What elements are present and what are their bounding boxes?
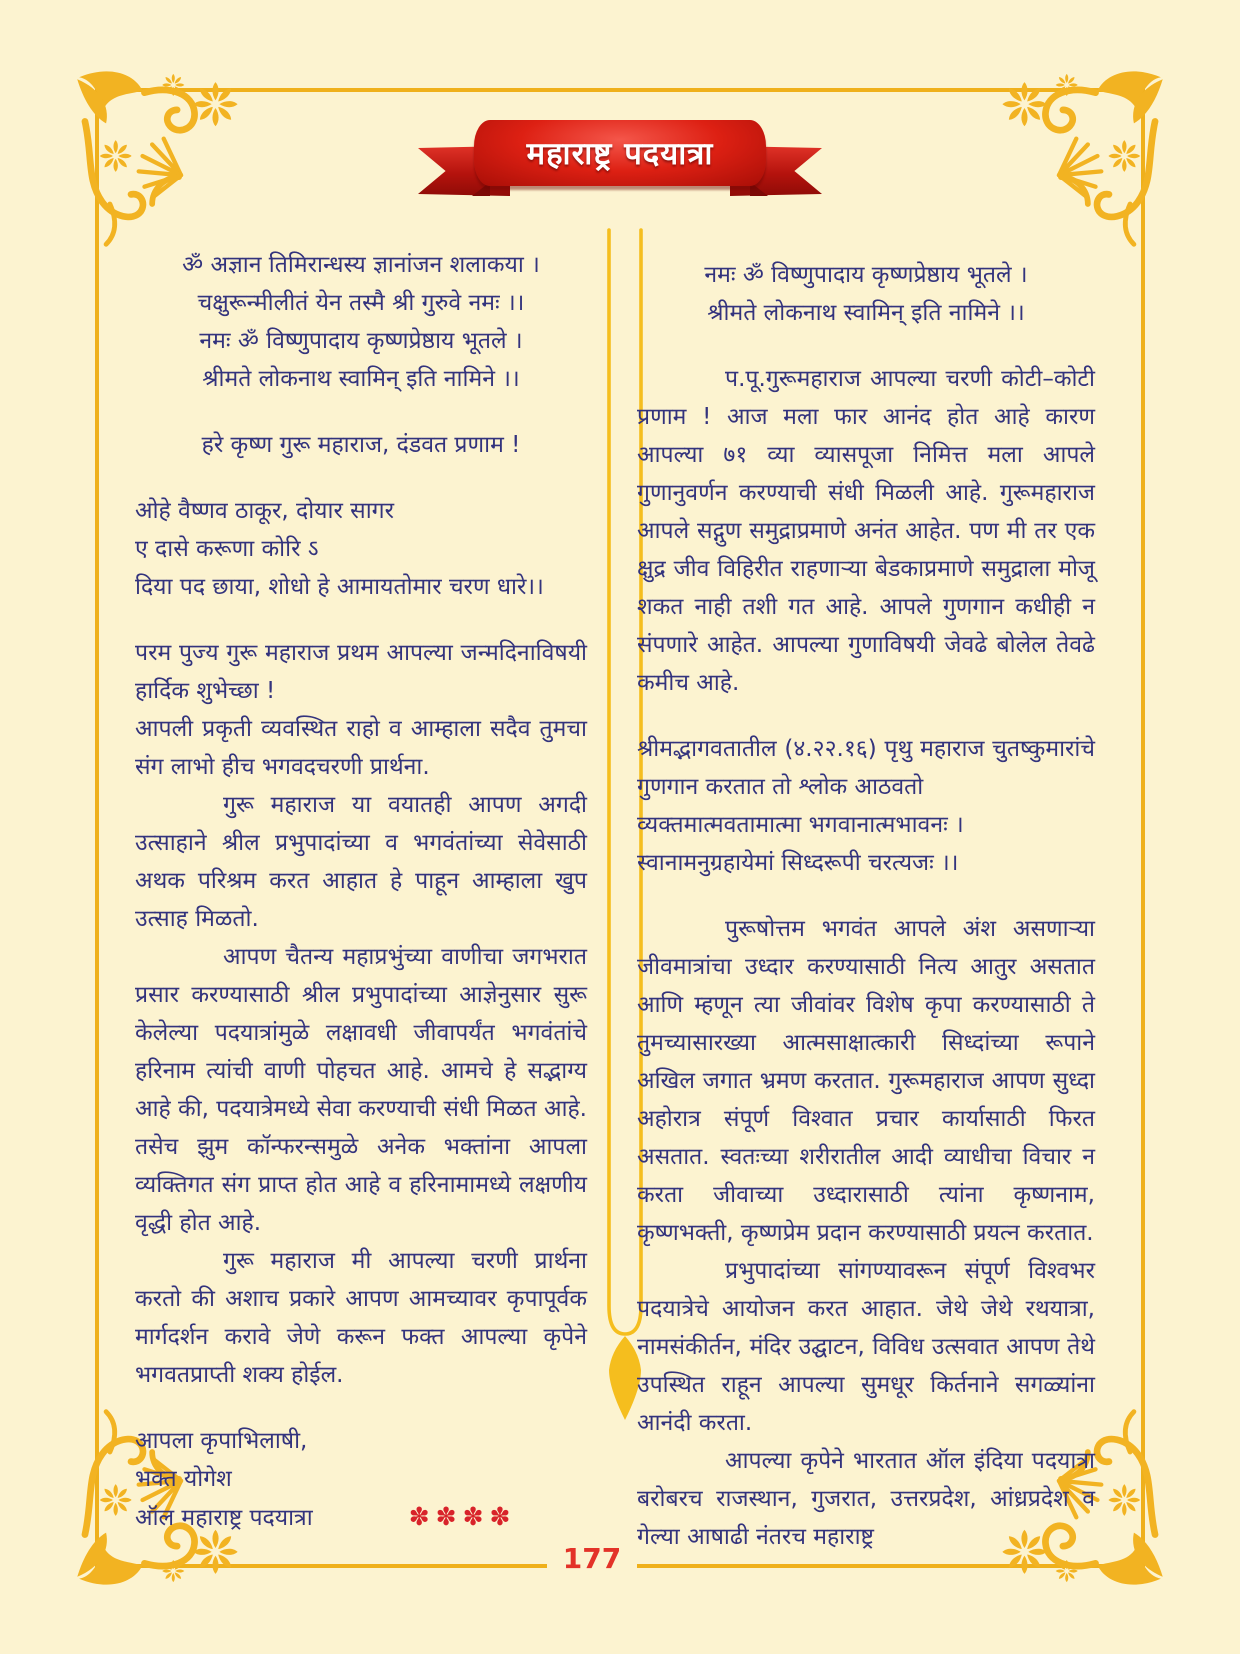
paragraph: प्रभुपादांच्या सांगण्यावरून संपूर्ण विश्वभर पदयात्रेचे आयोजन करत आहात. जेथे जेथे रथयात्रा, नामसंकीर्तन, मंदिर उद्घाटन, विविध उत्सवात आपण तेथे उपस्थित राहून आपल्या सुमधूर किर्तनाने सगळ्यांना आनंदी करता.: [637, 1258, 1095, 1436]
quote-intro: श्रीमद्भागवतातील (४.२२.१६) पृथु महाराज चुतष्कुमारांचे गुणगान करतात तो श्लोक आठवतो: [637, 736, 1095, 800]
ribbon-band: [474, 120, 766, 186]
bhagavatam-quote-block: [637, 730, 1095, 882]
paragraph: आपल्या कृपेने भारतात ऑल इंदिया पदयात्रा बरोबरच राजस्थान, गुजरात, उत्तरप्रदेश, आंध्रप्रदेश व गेल्या आषाढी नंतरच महाराष्ट्र: [637, 1448, 1095, 1550]
ribbon-banner: [422, 120, 818, 200]
shloka-line: ॐ अज्ञान तिमिरान्धस्य ज्ञानांजन शलाकया ।: [182, 252, 540, 278]
signature-line: भक्त योगेश: [135, 1466, 232, 1492]
paragraph: गुरू महाराज मी आपल्या चरणी प्रार्थना करतो की अशाच प्रकारे आपण आमच्यावर कृपापूर्वक मार्गदर्शन करावे जेणे करून फक्त आपल्या कृपेने भगवतप्राप्ती शक्य होईल.: [135, 1248, 587, 1388]
song-line: ओहे वैष्णव ठाकूर, दोयार सागर: [135, 498, 395, 524]
signature-line: आपला कृपाभिलाषी,: [135, 1428, 308, 1454]
bengali-song-verse: [135, 492, 587, 606]
glorification-paragraphs: [637, 910, 1095, 1556]
invocation-shloka: [135, 246, 587, 398]
vyasa-puja-offering: [637, 360, 1095, 702]
paragraph: पुरूषोत्तम भगवंत आपले अंश असणाऱ्या जीवमात्रांचा उध्दार करण्यासाठी नित्य आतुर असतात आणि म्हणून त्या जीवांवर विशेष कृपा करण्यासाठी ते तुमच्यासारख्या आत्मसाक्षात्कारी सिध्दांच्या रूपाने अखिल जगात भ्रमण करतात. गुरूमहाराज आपण सुध्दा अहोरात्र संपूर्ण विश्वात प्रचार कार्यासाठी फिरत असतात. स्वतःच्या शरीरातील आदी व्याधीचा विचार न करता जीवाच्या उध्दारासाठी त्यांना कृष्णनाम, कृष्णभक्ती, कृष्णप्रेम प्रदान करण्यासाठी प्रयत्न करतात.: [637, 916, 1095, 1246]
corner-ornament-top-right: [988, 60, 1180, 252]
shloka-line: व्यक्तमात्मवतामात्मा भगवानात्मभावनः ।: [637, 812, 964, 838]
section-end-asterisks: ✽✽✽✽: [408, 1502, 517, 1531]
invocation-shloka-right: [637, 256, 1095, 332]
paragraph: परम पुज्य गुरू महाराज प्रथम आपल्या जन्मदिनाविषयी हार्दिक शुभेच्छा !: [135, 640, 587, 704]
signature-line: ऑल महाराष्ट्र पदयात्रा ✽✽✽✽: [135, 1498, 587, 1537]
shloka-line: नमः ॐ विष्णुपादाय कृष्णप्रेष्ठाय भूतले ।: [704, 262, 1028, 288]
salutation-line: हरे कृष्ण गुरू महाराज, दंडवत प्रणाम !: [201, 432, 521, 458]
shloka-line: श्रीमते लोकनाथ स्वामिन् इति नामिने ।।: [707, 300, 1025, 326]
right-column: [637, 256, 1095, 1584]
paragraph: आपण चैतन्य महाप्रभुंच्या वाणीचा जगभरात प्रसार करण्यासाठी श्रील प्रभुपादांच्या आज्ञेनुसार सुरू केलेल्या पदयात्रांमुळे लक्षावधी जीवापर्यंत भगवंतांचे हरिनाम त्यांची वाणी पोहचत आहे. आमचे हे सद्भाग्य आहे की, पदयात्रेमध्ये सेवा करण्याची संधी मिळत आहे. तसेच झुम कॉन्फरन्समुळे अनेक भक्तांना आपला व्यक्तिगत संग प्राप्त होत आहे व हरिनामामध्ये लक्षणीय वृद्धी होत आहे.: [135, 944, 587, 1236]
left-column: [135, 246, 587, 1565]
page-number: 177: [0, 1542, 1212, 1575]
paragraph: प.पू.गुरूमहाराज आपल्या चरणी कोटी–कोटी प्रणाम ! आज मला फार आनंद होत आहे कारण आपल्या ७१ व्या व्यासपूजा निमित्त मला आपले गुणानुवर्णन करण्याची संधी मिळली आहे. गुरूमहाराज आपले सद्गुण समुद्राप्रमाणे अनंत आहेत. पण मी तर एक क्षुद्र जीव विहिरीत राहणाऱ्या बेडकाप्रमाणे समुद्राला मोजू शकत नाही तशी गत आहे. आपले गुणगान कधीही न संपणारे आहेत. आपल्या गुणाविषयी जेवढे बोलेल तेवढे कमीच आहे.: [637, 366, 1095, 696]
shloka-line: स्वानामनुग्रहायेमां सिध्दरूपी चरत्यजः ।।: [637, 850, 959, 876]
song-line: दिया पद छाया, शोधो हे आमायतोमार चरण धारे।।: [135, 574, 544, 600]
corner-ornament-top-left: [60, 60, 252, 252]
paragraph: आपली प्रकृती व्यवस्थित राहो व आम्हाला सदैव तुमचा संग लाभो हीच भगवदचरणी प्रार्थना.: [135, 716, 587, 780]
banner-title: महाराष्ट्र पदयात्रा: [526, 136, 714, 172]
signature-block: [135, 1422, 587, 1537]
song-line: ए दासे करूणा कोरि ऽ: [135, 536, 319, 562]
birthday-wishes-paragraphs: [135, 634, 587, 1394]
shloka-line: नमः ॐ विष्णुपादाय कृष्णप्रेष्ठाय भूतले ।: [199, 328, 523, 354]
shloka-line: चक्षुरून्मीलीतं येन तस्मै श्री गुरुवे नमः ।।: [197, 290, 525, 316]
paragraph: गुरू महाराज या वयातही आपण अगदी उत्साहाने श्रील प्रभुपादांच्या व भगवंतांच्या सेवेसाठी अथक परिश्रम करत आहात हे पाहून आम्हाला खुप उत्साह मिळतो.: [135, 792, 587, 932]
shloka-line: श्रीमते लोकनाथ स्वामिन् इति नामिने ।।: [202, 366, 520, 392]
